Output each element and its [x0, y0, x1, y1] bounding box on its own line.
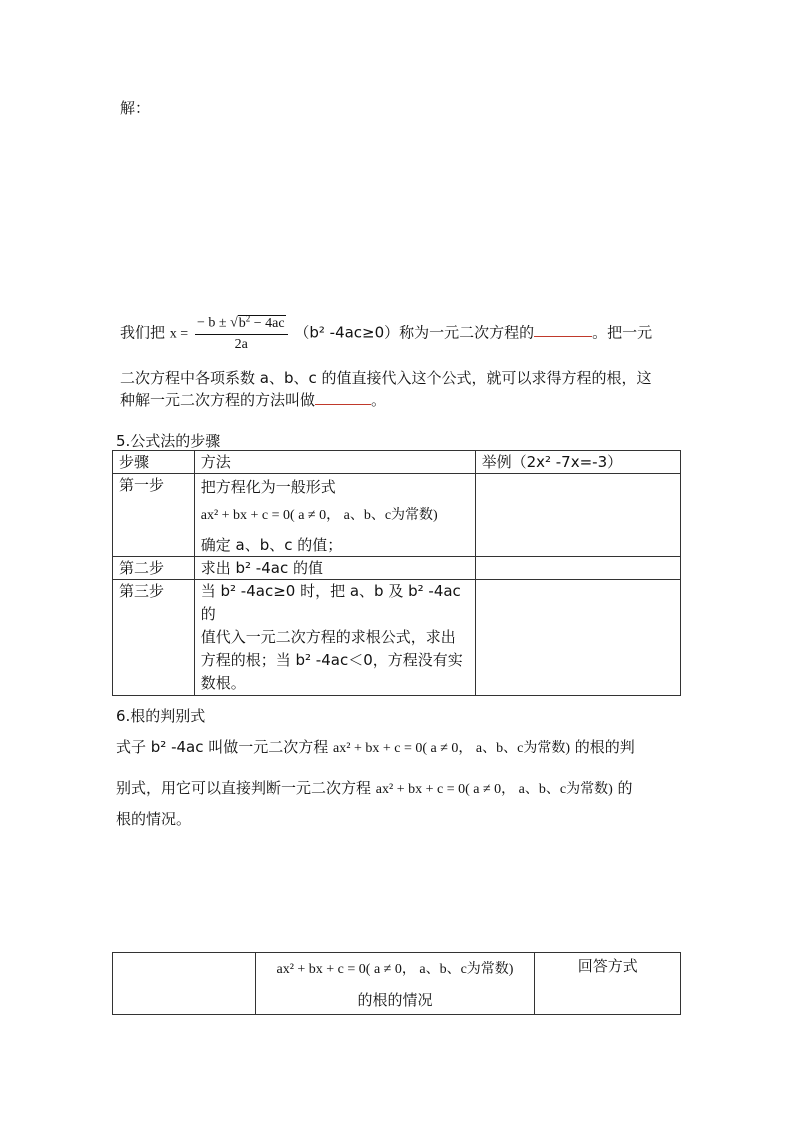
method-cell-3	[194, 580, 475, 696]
formula-paragraph-line3	[120, 389, 386, 410]
section6-l1-a: 式子 b² -4ac 叫做一元二次方程	[116, 738, 329, 756]
method-1-line-3: 确定 a、b、c 的值；	[200, 536, 343, 554]
method-cell-2: 求出 b² -4ac 的值	[194, 557, 475, 580]
formula-condition: （b² -4ac≥0）称为一元二次方程的	[294, 323, 535, 342]
formula-sqrt-rest: − 4ac	[250, 315, 285, 331]
formula-sqrt-exp: 2	[245, 313, 251, 323]
example-cell-1[interactable]	[475, 474, 680, 557]
formula-denominator: 2a	[234, 336, 248, 352]
bottom-eq: ax² + bx + c = 0( a ≠ 0， a、b、c为常数)	[276, 962, 514, 977]
method-3-line-2: 值代入一元二次方程的求根公式，求出	[200, 628, 456, 646]
formula-sqrt-b: b	[238, 315, 246, 331]
formula-prefix: 我们把	[120, 323, 170, 342]
bottom-cell-empty[interactable]	[113, 953, 256, 1015]
formula-end: 。	[371, 391, 387, 409]
blank-2[interactable]	[315, 390, 371, 405]
method-3-line-3: 方程的根；当 b² -4ac＜0，方程没有实	[200, 651, 463, 669]
section6-title: 6.根的判别式	[116, 707, 206, 725]
method-1-line-1: 把方程化为一般形式	[200, 478, 336, 496]
method-cell-1	[194, 474, 475, 557]
step-cell-3: 第三步	[113, 580, 195, 696]
header-step: 步骤	[113, 451, 195, 474]
formula-paragraph-line1	[120, 313, 652, 353]
example-cell-3[interactable]	[475, 580, 680, 696]
bottom-cell-answer: 回答方式	[535, 953, 681, 1015]
quadratic-formula: $\frac{- b \pm √b^2 - 4ac}{2a}$	[195, 313, 288, 353]
section6-l2-a: 别式，用它可以直接判断一元二次方程	[116, 779, 372, 797]
solution-label: 解：	[120, 99, 151, 117]
section5-title: 5.公式法的步骤	[116, 432, 221, 450]
formula-lhs: x =	[169, 326, 189, 342]
method-3-line-1: 当 b² -4ac≥0 时，把 a、b 及 b² -4ac 的	[200, 582, 461, 623]
discriminant-table	[112, 952, 681, 1015]
section6-l2-b: 的	[617, 779, 633, 797]
bottom-sub: 的根的情况	[357, 991, 433, 1009]
steps-table	[112, 450, 681, 696]
section6-l1-b: 的根的判	[574, 738, 635, 756]
method-1-line-2: ax² + bx + c = 0( a ≠ 0， a、b、c为常数)	[200, 508, 438, 523]
step-cell-2: 第二步	[113, 557, 195, 580]
step-cell-1: 第一步	[113, 474, 195, 557]
header-method: 方法	[194, 451, 475, 474]
blank-1[interactable]	[534, 322, 592, 337]
section6-eq-2: ax² + bx + c = 0( a ≠ 0， a、b、c为常数)	[375, 782, 613, 797]
method-3-line-4: 数根。	[200, 674, 246, 692]
formula-line3-text: 种解一元二次方程的方法叫做	[120, 391, 316, 409]
section6-line1	[116, 736, 635, 757]
formula-mid: 。把一元	[592, 323, 653, 342]
header-example: 举例（2x² -7x=-3）	[475, 451, 680, 474]
example-cell-2[interactable]	[475, 557, 680, 580]
section6-line2	[116, 777, 633, 798]
formula-paragraph-line2: 二次方程中各项系数 a、b、c 的值直接代入这个公式，就可以求得方程的根，这	[120, 369, 652, 387]
section6-line3: 根的情况。	[116, 810, 192, 828]
bottom-cell-eq	[255, 953, 535, 1015]
section6-eq-1: ax² + bx + c = 0( a ≠ 0， a、b、c为常数)	[333, 741, 570, 756]
formula-num-pre: − b ±	[196, 315, 231, 331]
